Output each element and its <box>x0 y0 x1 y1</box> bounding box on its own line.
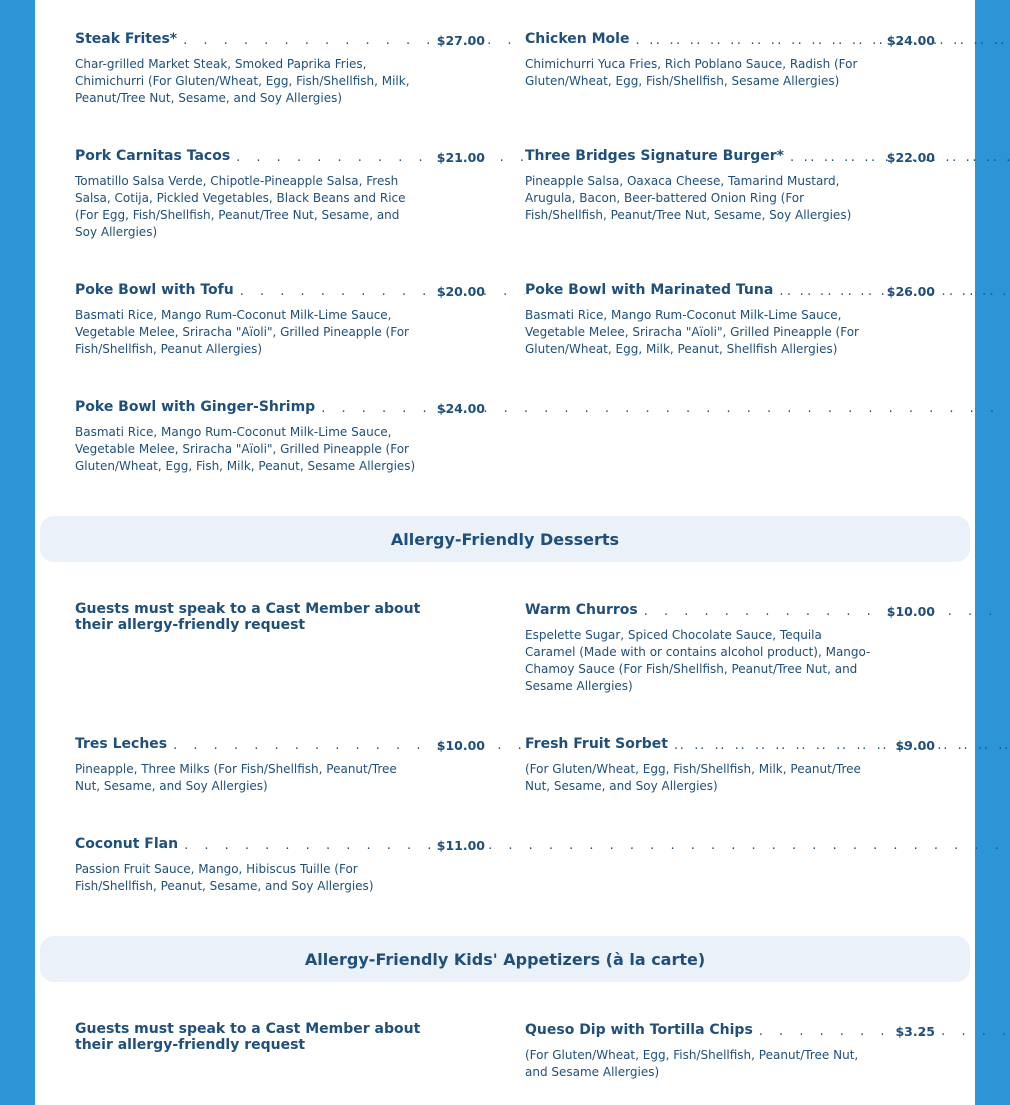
item-description: Basmati Rice, Mango Rum-Coconut Milk-Lime Sauce, Vegetable Melee, Sriracha "Aïoli", Grilled Pineapple (For Fish/Shellfish, Peanut Allergies) <box>75 308 409 356</box>
item-description: Tomatillo Salsa Verde, Chipotle-Pineapple Salsa, Fresh Salsa, Cotija, Pickled Vegetables, Black Beans and Rice (For Egg, Fish/Shellfish, Peanut/Tree Nut, Sesame, and Soy Allergies) <box>75 174 406 239</box>
item-description: Chimichurri Yuca Fries, Rich Poblano Sauce, Radish (For Gluten/Wheat, Egg, Fish/Shellfish, Sesame Allergies) <box>525 57 858 88</box>
leader-dots <box>644 601 1010 619</box>
menu-item-poke-bowl-shrimp <box>75 398 485 475</box>
item-description: (For Gluten/Wheat, Egg, Fish/Shellfish, Peanut/Tree Nut, and Sesame Allergies) <box>525 1048 859 1079</box>
item-description: (For Gluten/Wheat, Egg, Fish/Shellfish, Milk, Peanut/Tree Nut, Sesame, and Soy Allergies) <box>525 762 861 793</box>
menu-item-chicken-mole <box>525 30 935 90</box>
menu-item-fresh-fruit-sorbet <box>525 735 935 795</box>
item-name: Steak Frites* <box>75 30 183 48</box>
menu-item-three-bridges-burger <box>525 147 935 224</box>
item-description: Passion Fruit Sauce, Mango, Hibiscus Tuille (For Fish/Shellfish, Peanut, Sesame, and Soy Allergies) <box>75 862 374 893</box>
item-price: $20.00 <box>436 284 485 299</box>
item-price: $9.00 <box>895 738 935 753</box>
item-name: Warm Churros <box>525 601 644 619</box>
item-price: $10.00 <box>886 604 935 619</box>
leader-dots <box>674 735 1010 753</box>
item-description: Char-grilled Market Steak, Smoked Paprika Fries, Chimichurri (For Gluten/Wheat, Egg, Fish/Shellfish, Milk, Peanut/Tree Nut, Sesame, and Soy Allergies) <box>75 57 410 105</box>
allergy-request-note: Guests must speak to a Cast Member about their allergy-friendly request <box>75 1021 421 1053</box>
item-description: Pineapple Salsa, Oaxaca Cheese, Tamarind Mustard, Arugula, Bacon, Beer-battered Onion Ring (For Fish/Shellfish, Peanut/Tree Nut, Sesame, Soy Allergies) <box>525 174 852 222</box>
menu-item-warm-churros <box>525 601 935 695</box>
item-name: Tres Leches <box>75 735 173 753</box>
item-name: Chicken Mole <box>525 30 635 48</box>
section-header-kids-appetizers: Allergy-Friendly Kids' Appetizers (à la carte) <box>40 936 970 982</box>
menu-item-poke-bowl-tuna <box>525 281 935 358</box>
item-name: Three Bridges Signature Burger* <box>525 147 790 165</box>
item-price: $22.00 <box>886 150 935 165</box>
item-description: Pineapple, Three Milks (For Fish/Shellfish, Peanut/Tree Nut, Sesame, and Soy Allergies) <box>75 762 397 793</box>
item-description: Basmati Rice, Mango Rum-Coconut Milk-Lime Sauce, Vegetable Melee, Sriracha "Aïoli", Grilled Pineapple (For Gluten/Wheat, Egg, Fish, Milk, Peanut, Sesame Allergies) <box>75 425 416 473</box>
item-price: $26.00 <box>886 284 935 299</box>
item-price: $27.00 <box>436 33 485 48</box>
item-price: $24.00 <box>436 401 485 416</box>
item-price: $21.00 <box>436 150 485 165</box>
allergy-request-note: Guests must speak to a Cast Member about their allergy-friendly request <box>75 601 421 633</box>
menu-page <box>35 0 975 1105</box>
leader-dots <box>635 30 1010 48</box>
item-name: Poke Bowl with Ginger-Shrimp <box>75 398 321 416</box>
item-price: $11.00 <box>436 838 485 853</box>
menu-item-coconut-flan <box>75 835 485 895</box>
menu-item-tres-leches <box>75 735 485 795</box>
item-description: Espelette Sugar, Spiced Chocolate Sauce, Tequila Caramel (Made with or contains alcohol product), Mango-Chamoy Sauce (For Fish/Shellfish, Peanut/Tree Nut, and Sesame Allergies) <box>525 628 871 693</box>
item-description: Basmati Rice, Mango Rum-Coconut Milk-Lime Sauce, Vegetable Melee, Sriracha "Aïoli", Grilled Pineapple (For Gluten/Wheat, Egg, Milk, Peanut, Shellfish Allergies) <box>525 308 859 356</box>
item-name: Poke Bowl with Marinated Tuna <box>525 281 779 299</box>
menu-item-queso-dip <box>525 1021 935 1081</box>
item-price: $3.25 <box>895 1024 935 1039</box>
section-header-desserts: Allergy-Friendly Desserts <box>40 516 970 562</box>
item-name: Queso Dip with Tortilla Chips <box>525 1021 759 1039</box>
item-name: Pork Carnitas Tacos <box>75 147 236 165</box>
item-name: Fresh Fruit Sorbet <box>525 735 674 753</box>
item-price: $10.00 <box>436 738 485 753</box>
leader-dots <box>184 835 1010 853</box>
item-price: $24.00 <box>886 33 935 48</box>
item-name: Poke Bowl with Tofu <box>75 281 240 299</box>
menu-item-steak-frites <box>75 30 485 107</box>
menu-item-pork-carnitas-tacos <box>75 147 485 241</box>
menu-item-poke-bowl-tofu <box>75 281 485 358</box>
item-name: Coconut Flan <box>75 835 184 853</box>
